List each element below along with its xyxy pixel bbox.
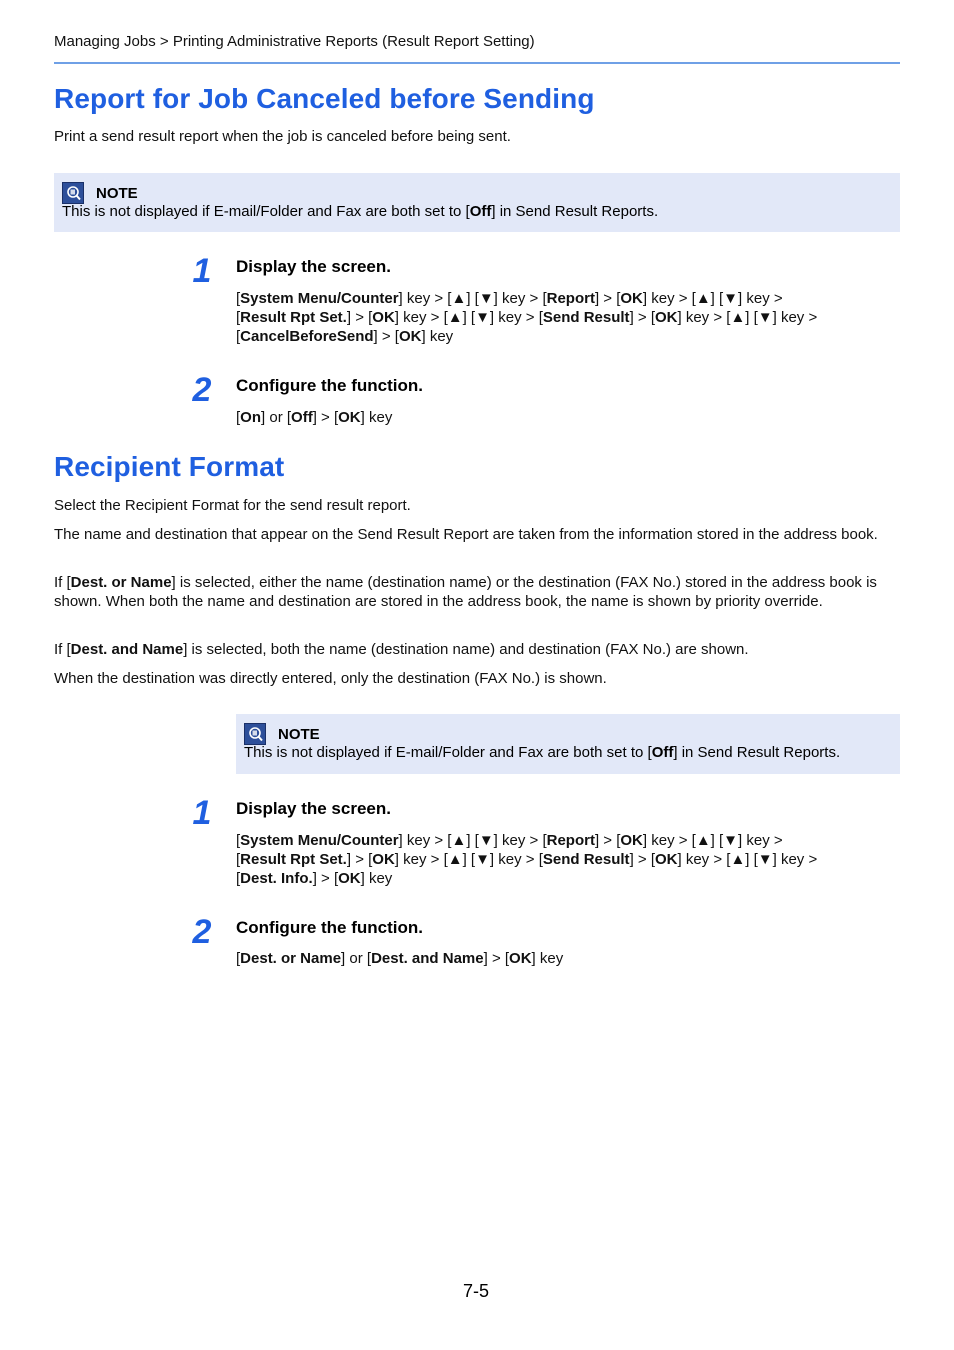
step-instructions: [236, 831, 876, 888]
step-number: 2: [192, 371, 212, 409]
note-icon: [244, 723, 266, 745]
section2-paragraph: Select the Recipient Format for the send result report.: [54, 497, 411, 514]
section2-paragraph: The name and destination that appear on the Send Result Report are taken from the information stored in the address book.: [54, 526, 878, 543]
step-number: 2: [192, 913, 212, 951]
section-title-recipient-format: Recipient Format: [54, 451, 285, 482]
page-number: 7-5: [463, 1281, 490, 1301]
note-label: NOTE: [278, 725, 320, 743]
step-instructions: [236, 289, 876, 346]
step-title: Configure the function.: [236, 376, 423, 395]
step-line: [On] or [Off] > [OK] key: [236, 409, 393, 426]
section2-paragraph: If [Dest. or Name] is selected, either the name (destination name) or the destination (FAX No.) stored in the address book is shown. When both the name and destination are stored in the address book, the name is shown by priority override.: [54, 574, 877, 610]
step-instructions: [236, 408, 876, 427]
section2-paragraph: When the destination was directly entered, only the destination (FAX No.) is shown.: [54, 670, 607, 687]
step-line: [System Menu/Counter] key > [▲] [▼] key > [Report] > [OK] key > [▲] [▼] key >: [236, 290, 783, 307]
step-line: [Result Rpt Set.] > [OK] key > [▲] [▼] key > [Send Result] > [OK] key > [▲] [▼] key >: [236, 309, 818, 326]
breadcrumb: Managing Jobs > Printing Administrative Reports (Result Report Setting): [54, 33, 535, 50]
note-label: NOTE: [96, 184, 138, 202]
step-number: 1: [192, 794, 212, 832]
note-text: This is not displayed if E-mail/Folder and Fax are both set to [Off] in Send Result Reports.: [244, 744, 841, 761]
section-title-report-canceled: Report for Job Canceled before Sending: [54, 83, 595, 114]
note-box-2: [236, 714, 900, 774]
note-text: This is not displayed if E-mail/Folder and Fax are both set to [Off] in Send Result Reports.: [62, 203, 659, 220]
step-number: 1: [192, 252, 212, 290]
step-line: [CancelBeforeSend] > [OK] key: [236, 328, 454, 345]
step-title: Display the screen.: [236, 799, 391, 818]
step-line: [Dest. or Name] or [Dest. and Name] > [OK] key: [236, 950, 564, 967]
section2-paragraph: If [Dest. and Name] is selected, both the name (destination name) and destination (FAX No.) are shown.: [54, 641, 749, 658]
header-rule: [54, 62, 900, 64]
section1-intro: Print a send result report when the job is canceled before being sent.: [54, 128, 511, 145]
step-instructions: [236, 949, 876, 968]
note-box-1: [54, 173, 900, 232]
step-title: Configure the function.: [236, 918, 423, 937]
step-line: [Dest. Info.] > [OK] key: [236, 870, 393, 887]
note-icon: [62, 182, 84, 204]
step-line: [Result Rpt Set.] > [OK] key > [▲] [▼] key > [Send Result] > [OK] key > [▲] [▼] key >: [236, 851, 818, 868]
step-line: [System Menu/Counter] key > [▲] [▼] key > [Report] > [OK] key > [▲] [▼] key >: [236, 832, 783, 849]
step-title: Display the screen.: [236, 257, 391, 276]
